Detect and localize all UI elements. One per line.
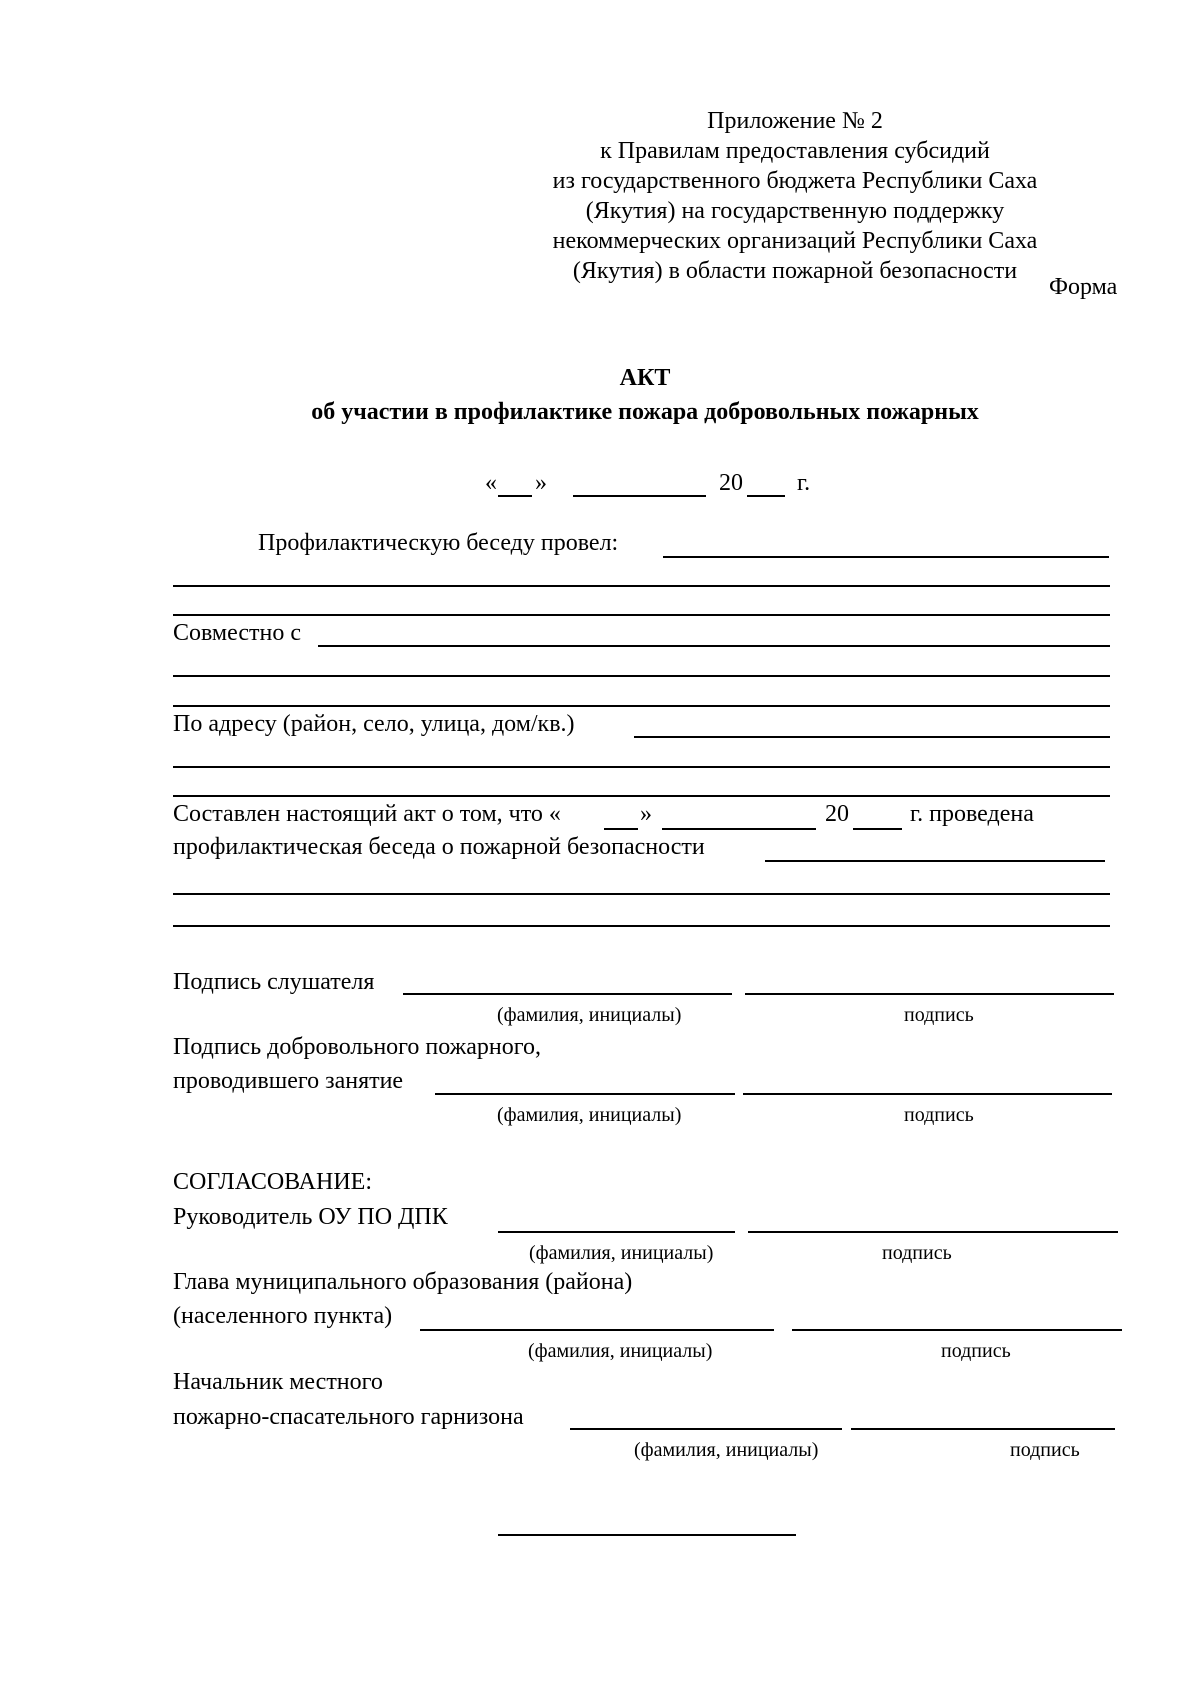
address-line-3[interactable] (173, 795, 1110, 797)
listener-sign-caption: подпись (904, 1004, 974, 1026)
listener-sign-field[interactable] (745, 993, 1114, 995)
municipal-name-caption: (фамилия, инициалы) (528, 1340, 713, 1362)
appendix-line-4: (Якутия) на государственную поддержку (585, 198, 1005, 224)
municipal-name-field[interactable] (420, 1329, 774, 1331)
conducted-by-line-2[interactable] (173, 585, 1110, 587)
head-dpk-name-field[interactable] (498, 1231, 735, 1233)
address-field[interactable] (634, 736, 1110, 738)
act-topic-line-2[interactable] (173, 893, 1110, 895)
act-year-prefix: 20 (825, 801, 849, 827)
act-statement-start: Составлен настоящий акт о том, что « (173, 801, 561, 827)
date-month-field[interactable] (573, 495, 706, 497)
act-statement-end: г. проведена (910, 801, 1034, 827)
act-close-quote: » (640, 801, 652, 827)
address-label: По адресу (район, село, улица, дом/кв.) (173, 711, 575, 737)
document-subtitle: об участии в профилактике пожара добровольных пожарных (311, 399, 979, 425)
act-topic-field[interactable] (765, 860, 1105, 862)
date-close-quote: » (535, 470, 547, 496)
approval-heading: СОГЛАСОВАНИЕ: (173, 1169, 372, 1195)
appendix-block (470, 106, 1120, 286)
head-dpk-label: Руководитель ОУ ПО ДПК (173, 1204, 448, 1230)
volunteer-signature-label-2: проводившего занятие (173, 1068, 404, 1094)
head-dpk-name-caption: (фамилия, инициалы) (529, 1242, 714, 1264)
act-topic-line-3[interactable] (173, 925, 1110, 927)
garrison-sign-caption: подпись (1010, 1439, 1080, 1461)
appendix-number: Приложение № 2 (707, 108, 883, 134)
listener-signature-label: Подпись слушателя (173, 969, 375, 995)
document-title: АКТ (619, 365, 671, 391)
conducted-by-label: Профилактическую беседу провел: (258, 530, 619, 556)
together-with-line-2[interactable] (173, 675, 1110, 677)
appendix-line-6: (Якутия) в области пожарной безопасности (572, 258, 1018, 284)
garrison-name-caption: (фамилия, инициалы) (634, 1439, 819, 1461)
act-day-field[interactable] (604, 828, 638, 830)
garrison-chief-label-2: пожарно-спасательного гарнизона (173, 1404, 524, 1430)
appendix-line-5: некоммерческих организаций Республики Саха (552, 228, 1038, 254)
listener-name-caption: (фамилия, инициалы) (497, 1004, 682, 1026)
appendix-line-3: из государственного бюджета Республики Саха (552, 168, 1038, 194)
garrison-sign-field[interactable] (851, 1428, 1115, 1430)
volunteer-name-field[interactable] (435, 1093, 735, 1095)
together-with-field[interactable] (318, 645, 1110, 647)
form-label: Форма (1049, 274, 1118, 300)
act-month-field[interactable] (662, 828, 816, 830)
closing-rule (498, 1534, 796, 1536)
conducted-by-field[interactable] (663, 556, 1109, 558)
volunteer-sign-caption: подпись (904, 1104, 974, 1126)
date-year-field[interactable] (747, 495, 785, 497)
date-open-quote: « (485, 470, 497, 496)
act-year-field[interactable] (853, 828, 902, 830)
date-year-prefix: 20 (719, 470, 743, 496)
appendix-line-2: к Правилам предоставления субсидий (600, 138, 990, 164)
head-dpk-sign-field[interactable] (748, 1231, 1118, 1233)
together-with-line-3[interactable] (173, 705, 1110, 707)
date-year-suffix: г. (797, 470, 811, 496)
act-topic-label: профилактическая беседа о пожарной безопасности (173, 834, 705, 860)
listener-name-field[interactable] (403, 993, 732, 995)
municipal-sign-caption: подпись (941, 1340, 1011, 1362)
volunteer-sign-field[interactable] (743, 1093, 1112, 1095)
head-dpk-sign-caption: подпись (882, 1242, 952, 1264)
conducted-by-line-3[interactable] (173, 614, 1110, 616)
municipal-head-label-2: (населенного пункта) (173, 1303, 393, 1329)
municipal-sign-field[interactable] (792, 1329, 1122, 1331)
garrison-chief-label: Начальник местного (173, 1369, 383, 1395)
volunteer-signature-label: Подпись добровольного пожарного, (173, 1034, 541, 1060)
date-day-field[interactable] (498, 495, 532, 497)
municipal-head-label: Глава муниципального образования (района) (173, 1269, 633, 1295)
address-line-2[interactable] (173, 766, 1110, 768)
volunteer-name-caption: (фамилия, инициалы) (497, 1104, 682, 1126)
garrison-name-field[interactable] (570, 1428, 842, 1430)
together-with-label: Совместно с (173, 620, 302, 646)
